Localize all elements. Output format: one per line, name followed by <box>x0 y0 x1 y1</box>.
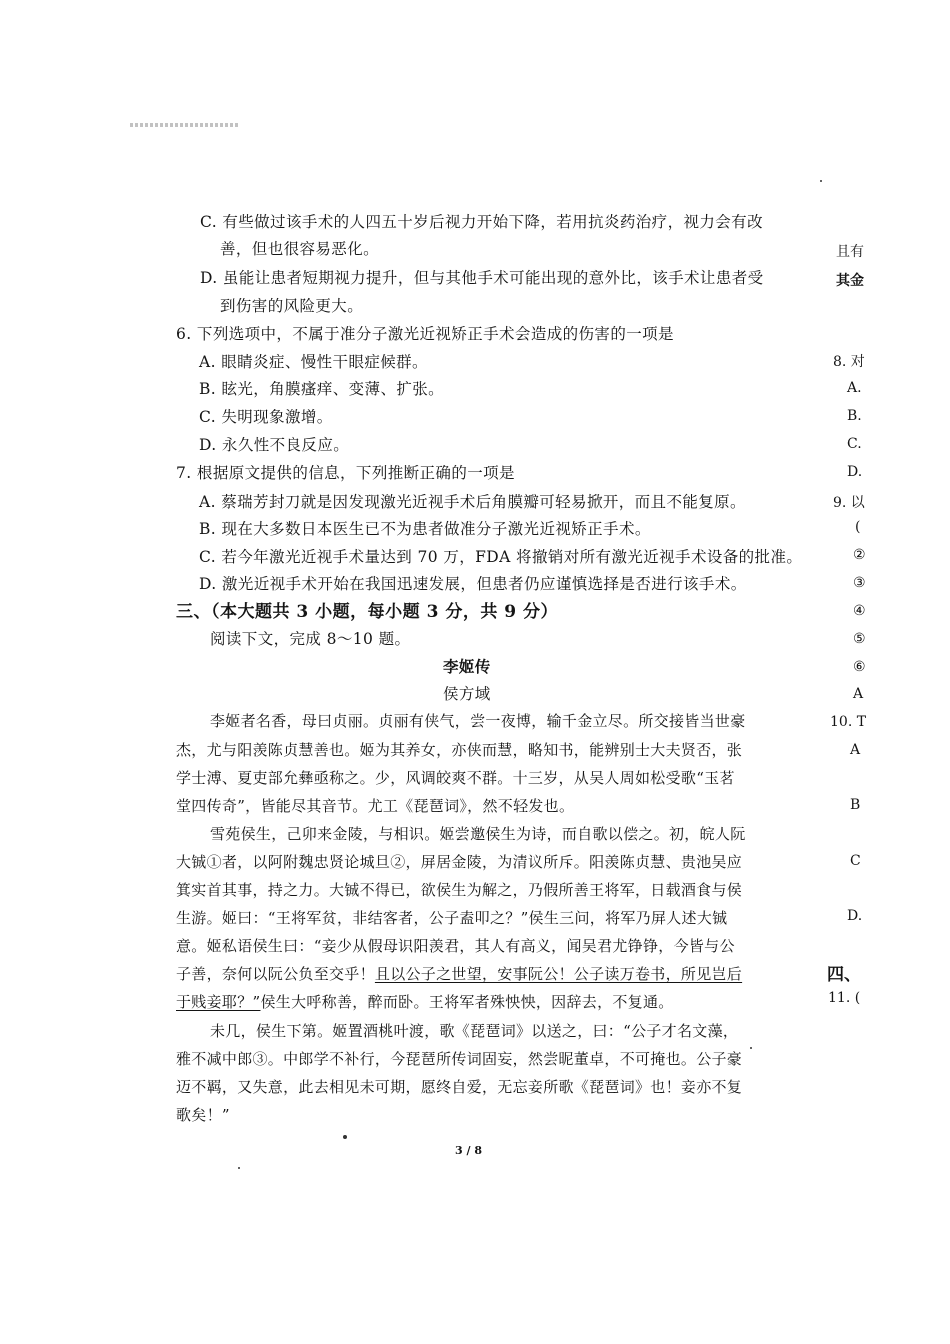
section-instruction: 阅读下文，完成 8～10 题。 <box>210 630 411 648</box>
article-line: 杰，尤与阳羡陈贞慧善也。姬为其养女，亦侠而慧，略知书，能辨别士大夫贤否，张 <box>176 741 743 759</box>
right-margin-text: C. <box>847 436 862 452</box>
q5-option-d-line1: D. 虽能让患者短期视力提升，但与其他手术可能出现的意外比，该手术让患者受 <box>200 269 764 287</box>
article-line: 学士溥、夏吏部允彝亟称之。少，风调皎爽不群。十三岁，从吴人周如松受歌“玉茗 <box>176 769 735 787</box>
article-line: 歌矣！” <box>176 1106 230 1124</box>
scan-artifact <box>130 123 240 127</box>
right-margin-text: 9. 以 <box>833 495 865 511</box>
article-line: 雅不减中郎③。中郎学不补行，今琵琶所传词固妄，然尝昵董卓，不可掩也。公子豪 <box>176 1050 743 1068</box>
right-margin-text: C <box>850 853 861 869</box>
article-line: 大铖①者，以阿附魏忠贤论城旦②，屏居金陵，为清议所斥。阳羡陈贞慧、贵池吴应 <box>176 853 743 871</box>
article-line: 堂四传奇”，皆能尽其音节。尤工《琵琶词》，然不轻发也。 <box>176 797 575 815</box>
q6-option-d: D. 永久性不良反应。 <box>199 436 350 454</box>
q7-option-d: D. 激光近视手术开始在我国迅速发展，但患者仍应谨慎选择是否进行该手术。 <box>199 575 747 593</box>
article-line: 未几，侯生下第。姬置酒桃叶渡，歌《琵琶词》以送之，曰：“公子才名文藻， <box>210 1022 739 1040</box>
underlined-sentence: 于贱妾耶？” <box>176 993 261 1011</box>
right-margin-text: 11. ( <box>828 990 861 1006</box>
right-margin-text: 且有 <box>836 244 864 260</box>
q5-option-c-line2: 善，但也很容易恶化。 <box>220 240 380 258</box>
q6-option-c: C. 失明现象激增。 <box>199 408 333 426</box>
q5-option-c-line1: C. 有些做过该手术的人四五十岁后视力开始下降，若用抗炎药治疗，视力会有改 <box>200 213 763 231</box>
right-margin-text: D. <box>847 464 863 480</box>
scan-speck <box>238 1167 240 1169</box>
right-margin-text: ② <box>853 547 866 563</box>
right-margin-text: 10. T <box>830 714 867 730</box>
article-line: 意。姬私语侯生曰：“妾少从假母识阳羡君，其人有高义，闻吴君尤铮铮，今皆与公 <box>176 937 735 955</box>
q6-option-a: A. 眼睛炎症、慢性干眼症候群。 <box>199 353 428 371</box>
q6-option-b: B. 眩光，角膜瘙痒、变薄、扩张。 <box>199 380 445 398</box>
right-margin-text: 8. 对 <box>833 354 865 370</box>
right-margin-text: B. <box>847 408 862 424</box>
right-margin-text: A. <box>847 380 862 396</box>
q5-option-d-line2: 到伤害的风险更大。 <box>220 297 364 315</box>
right-margin-text: 四、 <box>827 965 861 985</box>
article-line: 生游。姬曰：“王将军贫，非结客者，公子盍叩之？”侯生三问，将军乃屏人述大铖 <box>176 909 728 927</box>
scan-speck <box>750 1047 752 1049</box>
article-line: 迈不羁，又失意，此去相见未可期，愿终自爱，无忘妾所歌《琵琶词》也！妾亦不复 <box>176 1078 743 1096</box>
scan-speck <box>343 1135 347 1139</box>
q7-option-a: A. 蔡瑞芳封刀就是因发现激光近视手术后角膜瓣可轻易掀开，而且不能复原。 <box>199 493 746 511</box>
underlined-sentence: 且以公子之世望，安事阮公！公子读万卷书，所见岂后 <box>374 965 743 983</box>
article-line: 箕实首其事，持之力。大铖不得已，欲侯生为解之，乃假所善王将军，日载酒食与侯 <box>176 881 743 899</box>
article-line <box>176 991 674 1012</box>
section-heading: 三、（本大题共 3 小题，每小题 3 分，共 9 分） <box>176 602 558 622</box>
right-margin-text: ④ <box>853 603 866 619</box>
q7-option-c: C. 若今年激光近视手术量达到 70 万，FDA 将撤销对所有激光近视手术设备的批准。 <box>199 548 803 566</box>
right-margin-text: ( <box>855 519 861 535</box>
article-author: 侯方域 <box>443 685 491 703</box>
right-margin-text: D. <box>847 908 863 924</box>
scan-speck <box>820 180 822 182</box>
article-line: 雪苑侯生，己卯来金陵，与相识。姬尝邀侯生为诗，而自歌以偿之。初，皖人阮 <box>210 825 746 843</box>
right-margin-text: B <box>850 797 861 813</box>
page-number: 3 / 8 <box>455 1144 482 1157</box>
q7-option-b: B. 现在大多数日本医生已不为患者做准分子激光近视矫正手术。 <box>199 520 651 538</box>
article-text: 侯生大呼称善，醉而卧。王将军者殊怏怏，因辞去，不复通。 <box>260 993 674 1011</box>
right-margin-text: 其金 <box>836 273 864 289</box>
right-margin-text: ⑥ <box>853 659 866 675</box>
right-margin-text: A <box>850 742 861 758</box>
right-margin-text: ③ <box>853 575 866 591</box>
right-margin-text: ⑤ <box>853 631 866 647</box>
right-margin-text: A <box>853 686 864 702</box>
q7-stem: 7. 根据原文提供的信息，下列推断正确的一项是 <box>176 464 515 482</box>
article-text: 子善，奈何以阮公负至交乎！ <box>176 965 375 983</box>
article-line <box>176 963 742 984</box>
article-title: 李姬传 <box>443 657 491 676</box>
q6-stem: 6. 下列选项中，不属于准分子激光近视矫正手术会造成的伤害的一项是 <box>176 325 674 343</box>
article-line: 李姬者名香，母曰贞丽。贞丽有侠气，尝一夜博，输千金立尽。所交接皆当世豪 <box>210 712 746 730</box>
